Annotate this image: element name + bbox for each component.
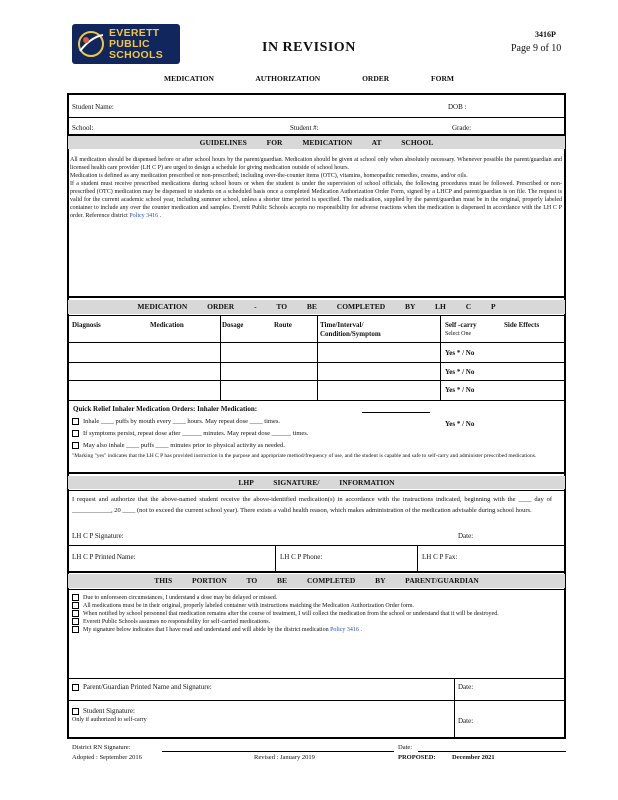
lhcp-date-label: Date: bbox=[458, 532, 474, 540]
parent-signature-label: Parent/Guardian Printed Name and Signature: bbox=[72, 683, 212, 691]
parent-item-1: Due to unforeseen circumstances, I understand a dose may be delayed or missed. bbox=[83, 595, 278, 601]
lhcp-heading: LHP SIGNATURE/ INFORMATION bbox=[68, 476, 565, 489]
lhcp-printed-name-label: LH C P Printed Name: bbox=[72, 553, 136, 561]
parent-checkbox-2[interactable] bbox=[72, 602, 79, 609]
inhaler-line-1: Inhale ____ puffs by mouth every ____ hours. May repeat dose ____ times. bbox=[72, 418, 280, 425]
guidelines-heading: GUIDELINES FOR MEDICATION AT SCHOOL bbox=[68, 136, 565, 149]
district-logo bbox=[72, 24, 180, 64]
parent-policy-link[interactable]: Policy 3416 bbox=[330, 627, 359, 633]
page-title: IN REVISION bbox=[262, 40, 356, 55]
student-date-label: Date: bbox=[458, 717, 474, 725]
self-carry-note: "Marking "yes" indicates that the LH C P has provided instruction in the purpose and appropriate method/frequency of use, and the student is capable and safe to self-carry and administer prescribed medications. bbox=[72, 453, 537, 459]
swoosh-logo-icon bbox=[76, 29, 106, 59]
proposed-date: December 2021 bbox=[452, 754, 495, 761]
inhaler-checkbox-3[interactable] bbox=[72, 442, 79, 449]
guidelines-para-1: All medication should be dispensed before or after school hours by the parent/guardian. Medication should be given at school only when absolutely necessary. Whenever possible the parent/guardian and licensed health care provider (LH C P) are urged to design a schedule for giving medication outside of school hours. bbox=[70, 157, 562, 171]
guidelines-text: All medication should be dispensed before or after school hours by the parent/guardian. Medication should be given at school only when absolutely necessary. Whenever possible the parent/guardian and licensed health care provider (LH C P) are urged to design a schedule for giving medication outside of school hours. Medication is defined as any medication prescribed or non-prescribed; including over-the-counter items (OTC), vitamins, homeopathic remedies, creams, and/or oils. If a student must receive prescribed medications during school hours or when the student is under the supervision of school officials, the following procedures must be followed. Prescribed or non-prescribed (OTC) medication may be dispensed to students on a scheduled basis once a completed Medication Authorization Order Form, signed by a LHCP and parent/guardian is on file. The request is valid for the current academic school year, including summer school, unless a shorter time period is specified. The medication, supplied by the parent/guardian must be in the original, properly labeled container to include any over the counter medication and samples. Everett Public Schools accepts no responsibility for adverse reactions when the medication is dispensed in accordance with the LH C P order. Reference district Policy 3416 . bbox=[70, 157, 562, 219]
parent-item-4: Everett Public Schools assumes no responsibility for self-carried medications. bbox=[83, 619, 271, 625]
parent-checkbox-1[interactable] bbox=[72, 594, 79, 601]
student-signature-note: Only if authorized to self-carry bbox=[72, 717, 147, 723]
page-number: Page 9 of 10 bbox=[511, 43, 562, 54]
student-signature-checkbox[interactable] bbox=[72, 708, 79, 715]
parent-item-2: All medications must be in their original, properly labeled container with instructions matching the Medication Authorization Order form. bbox=[83, 603, 415, 609]
inhaler-line-2: If symptoms persist, repeat dose after ______ minutes. May repeat dose ______ times. bbox=[72, 430, 308, 437]
form-code: 3416P bbox=[535, 30, 556, 39]
yes-no-row-2[interactable]: Yes * / No bbox=[445, 368, 475, 376]
rn-signature-label: District RN Signature: bbox=[72, 744, 131, 751]
lhcp-phone-label: LH C P Phone: bbox=[280, 553, 323, 561]
logo-line-3: SCHOOLS bbox=[109, 49, 164, 61]
col-medication: Medication bbox=[150, 321, 184, 329]
parent-item-5: My signature below indicates that I have read and understand and will abide by the district medication bbox=[83, 627, 329, 633]
yes-no-row-1[interactable]: Yes * / No bbox=[445, 349, 475, 357]
inhaler-checkbox-2[interactable] bbox=[72, 430, 79, 437]
parent-checkbox-3[interactable] bbox=[72, 610, 79, 617]
parent-date-label: Date: bbox=[458, 683, 474, 691]
lhcp-signature-label: LH C P Signature: bbox=[72, 532, 124, 540]
student-signature-label: Student Signature: bbox=[72, 707, 135, 715]
dob-label: DOB : bbox=[448, 103, 467, 111]
parent-signature-checkbox[interactable] bbox=[72, 684, 79, 691]
lhcp-fax-label: LH C P Fax: bbox=[422, 553, 458, 561]
guidelines-para-2: Medication is defined as any medication prescribed or non-prescribed; including over-the-counter items (OTC), vitamins, homeopathic remedies, creams, and/or oils. bbox=[70, 173, 468, 179]
col-self-carry: Self -carry bbox=[445, 321, 477, 329]
parent-heading: THIS PORTION TO BE COMPLETED BY PARENT/GUARDIAN bbox=[68, 574, 565, 588]
proposed-label: PROPOSED: bbox=[398, 754, 436, 761]
col-side-effects: Side Effects bbox=[504, 321, 540, 329]
form-subtitle: MEDICATION AUTHORIZATION ORDER FORM bbox=[164, 74, 454, 83]
parent-acknowledgments: Due to unforeseen circumstances, I understand a dose may be delayed or missed. All medications must be in their original, properly labeled container with instructions matching the Medication Authorization Order form. When notified by school personnel that medication remains after the course of treatment, I will collect the medication from the school or understand that it will be destroyed. Everett Public Schools assumes no responsibility for self-carried medications. My signature below indicates that I have read and understand and will abide by the district medication Policy 3416 . bbox=[72, 594, 560, 634]
adopted-date: Adopted : September 2016 bbox=[72, 754, 142, 761]
col-route: Route bbox=[274, 321, 292, 329]
student-name-label: Student Name: bbox=[72, 103, 114, 111]
inhaler-line-3: May also inhale ____ puffs ____ minutes prior to physical activity as needed. bbox=[72, 442, 285, 449]
revised-date: Revised : January 2019 bbox=[254, 754, 315, 761]
guidelines-para-3: If a student must receive prescribed medications during school hours or when the student is under the supervision of school officials, the following procedures must be followed. Prescribed or non-prescribed (OTC) medication may be dispensed to students on a scheduled basis once a completed Medication Authorization Order Form, signed by a LHCP and parent/guardian is on file. The request is valid for the current academic school year, including summer school, unless a shorter time period is specified. The medication, supplied by the parent/guardian must be in the original, properly labeled container to include any over the counter medication and samples. Everett Public Schools accepts no responsibility for adverse reactions when the medication is dispensed in accordance with the LH C P order. Reference district bbox=[70, 181, 562, 219]
col-dosage: Dosage bbox=[222, 321, 244, 329]
col-select-one: Select One bbox=[445, 331, 472, 337]
logo-line-2: PUBLIC bbox=[109, 38, 150, 50]
yes-no-inhaler[interactable]: Yes * / No bbox=[445, 420, 475, 428]
order-heading: MEDICATION ORDER - TO BE COMPLETED BY LH C P bbox=[68, 300, 565, 314]
policy-link[interactable]: Policy 3416 bbox=[129, 213, 159, 219]
rn-date-label: Date: bbox=[398, 744, 413, 751]
logo-line-1: EVERETT bbox=[109, 27, 160, 39]
col-diagnosis: Diagnosis bbox=[72, 321, 101, 329]
yes-no-row-3[interactable]: Yes * / No bbox=[445, 386, 475, 394]
parent-checkbox-5[interactable] bbox=[72, 626, 79, 633]
student-number-label: Student #: bbox=[290, 124, 319, 132]
inhaler-checkbox-1[interactable] bbox=[72, 418, 79, 425]
inhaler-label: Quick Relief Inhaler Medication Orders: Inhaler Medication: bbox=[73, 405, 258, 413]
school-label: School: bbox=[72, 124, 94, 132]
parent-checkbox-4[interactable] bbox=[72, 618, 79, 625]
col-time: Time/Interval/ Condition/Symptom bbox=[320, 321, 381, 338]
grade-label: Grade: bbox=[452, 124, 472, 132]
parent-item-3: When notified by school personnel that medication remains after the course of treatment, I will collect the medication from the school or understand that it will be destroyed. bbox=[83, 611, 499, 617]
authorization-statement: I request and authorize that the above-named student receive the above-identified medication(s) in accordance with the instructions indicated, beginning with the ____ day of ____________, 20 ____ (not to exceed the current school year). There exists a valid health reason, which makes administration of the medication advisable during school hours. bbox=[72, 496, 552, 514]
